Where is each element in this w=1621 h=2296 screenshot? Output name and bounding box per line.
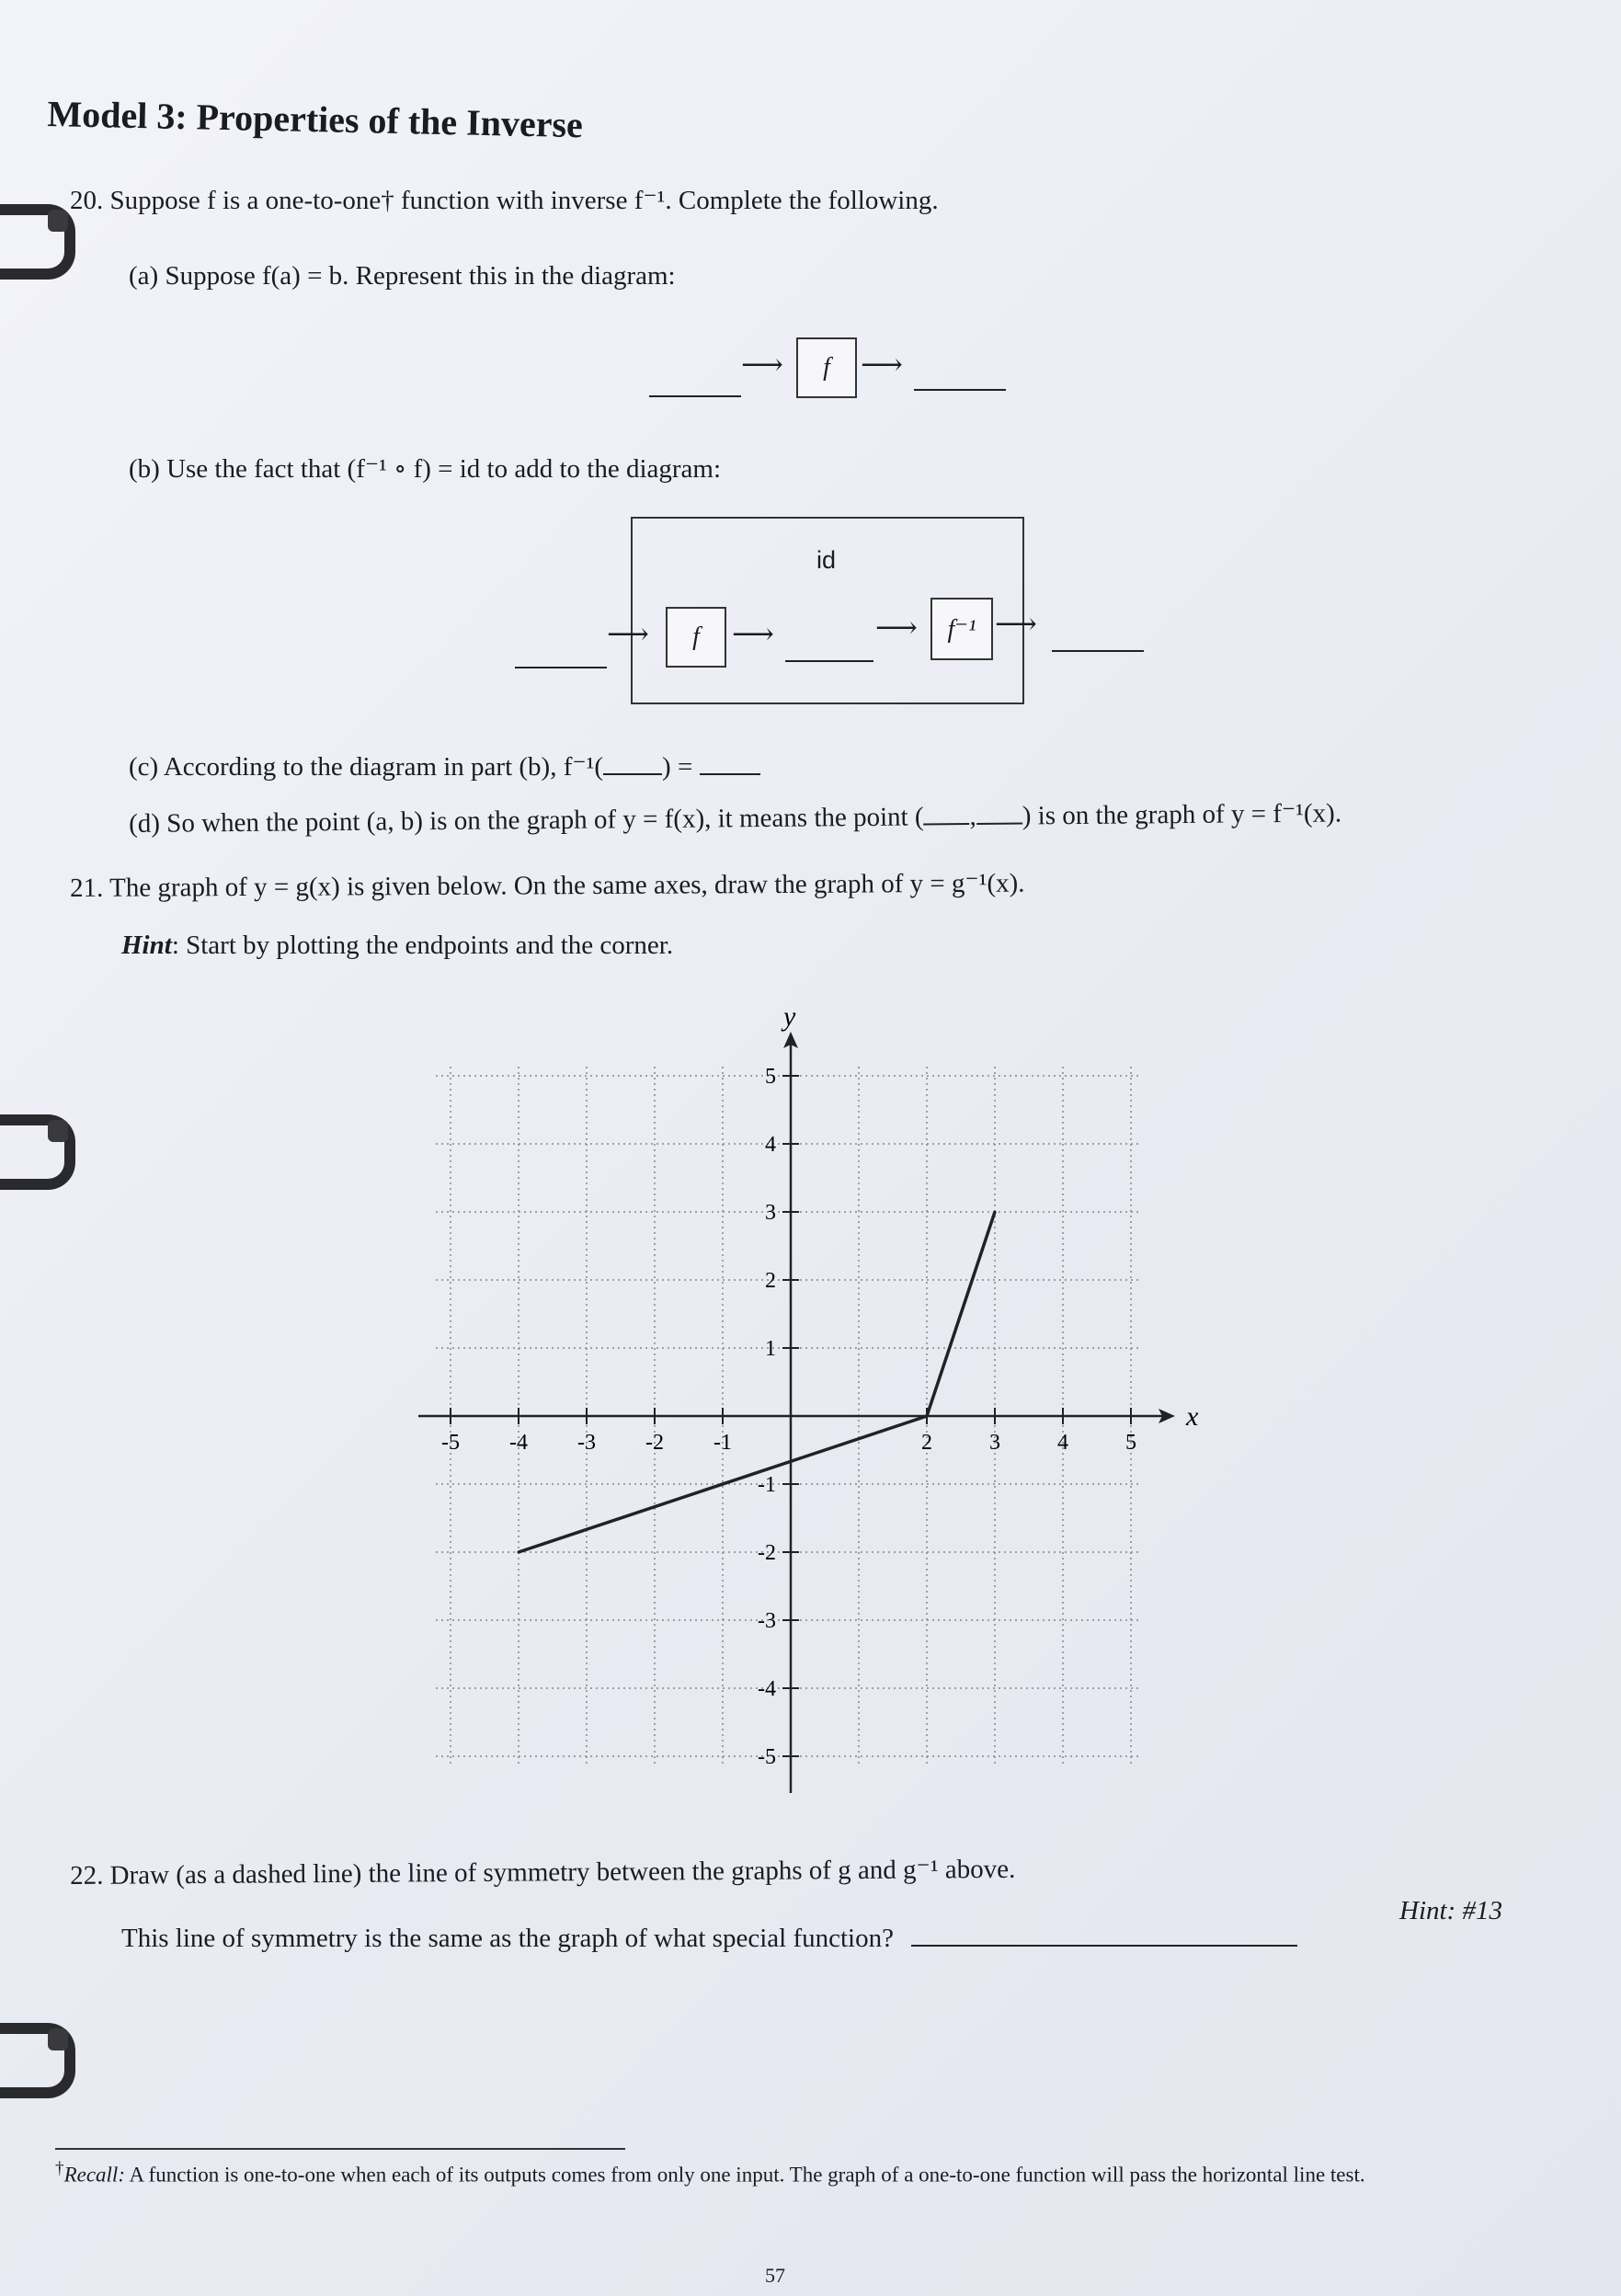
q20-number: 20.	[70, 186, 104, 215]
y-tick-label: -1	[758, 1473, 776, 1497]
q20a	[129, 259, 676, 292]
y-tick-label: 1	[765, 1337, 776, 1361]
f-inverse-box: f⁻¹	[930, 598, 993, 660]
graph-of-g[interactable]	[405, 984, 1199, 1830]
series-line-g	[519, 1212, 995, 1552]
q22	[70, 1851, 1265, 1892]
y-tick-label: -4	[758, 1677, 776, 1701]
q21-text: The graph of y = g(x) is given below. On the same axes, draw the graph of y = g⁻¹(x).	[108, 868, 1025, 903]
f-box: f	[796, 337, 857, 398]
x-tick-label: -5	[441, 1431, 460, 1455]
q20	[70, 184, 1081, 217]
q20c	[129, 750, 760, 783]
arrow-right-icon: ⟶	[741, 348, 783, 381]
page-number: 57	[765, 2264, 785, 2287]
q20c-blank-1[interactable]	[603, 773, 662, 775]
y-tick-label: 3	[765, 1201, 776, 1225]
x-tick-label: -1	[713, 1431, 732, 1455]
q21	[70, 865, 1357, 906]
q21-hint-label: Hint	[121, 931, 172, 960]
q20d	[129, 794, 1600, 840]
q20d-blank-1[interactable]	[924, 823, 970, 825]
q22-number: 22.	[70, 1860, 104, 1890]
x-tick-label: -3	[577, 1431, 596, 1455]
q20c-text-start: According to the diagram in part (b), f⁻¹(	[163, 752, 604, 782]
q20-text: Suppose f is a one-to-one† function with inverse f⁻¹. Complete the following.	[109, 186, 939, 215]
x-tick-label: -4	[509, 1431, 528, 1455]
q22-hint: Hint: #13	[1399, 1896, 1502, 1925]
series-point	[518, 1551, 520, 1554]
diagram-b-middle-blank[interactable]	[785, 660, 873, 662]
x-tick-label: 2	[921, 1431, 932, 1455]
q22-text: Draw (as a dashed line) the line of symmetry between the graphs of g and g⁻¹ above.	[109, 1854, 1016, 1890]
q22-text2: This line of symmetry is the same as the graph of what special function?	[121, 1924, 894, 1953]
q20b-label: (b)	[129, 454, 160, 484]
binder-ring-middle	[0, 1114, 75, 1190]
diagram-a-input-blank[interactable]	[649, 395, 741, 397]
q21-hint-text: : Start by plotting the endpoints and the corner.	[171, 931, 674, 960]
x-tick-label: -2	[645, 1431, 664, 1455]
q20d-blank-2[interactable]	[976, 823, 1022, 825]
y-tick-label: 2	[765, 1269, 776, 1293]
arrow-right-icon: ⟶	[861, 348, 903, 381]
model-title: Model 3: Properties of the Inverse	[47, 92, 584, 146]
q20d-label: (d)	[129, 808, 161, 839]
y-tick-label: -5	[758, 1745, 776, 1769]
y-axis-label: y	[783, 1001, 796, 1032]
diagram-b-output-blank[interactable]	[1052, 650, 1144, 652]
x-tick-label: 3	[989, 1431, 1000, 1455]
q20b-text: Use the fact that (f⁻¹ ∘ f) = id to add to the diagram:	[166, 454, 722, 484]
q21-number: 21.	[70, 873, 104, 903]
x-tick-label: 5	[1125, 1431, 1136, 1455]
arrow-right-icon: ⟶	[995, 607, 1037, 640]
q20a-label: (a)	[129, 261, 159, 291]
arrow-right-icon: ⟶	[875, 611, 918, 644]
q20c-text-end: ) =	[662, 752, 693, 782]
q22-line2	[121, 1922, 1297, 1955]
diagram-a-output-blank[interactable]	[914, 389, 1006, 391]
x-tick-label: 4	[1057, 1431, 1068, 1455]
q21-hint	[121, 929, 673, 962]
y-tick-label: -2	[758, 1541, 776, 1565]
footnote-rule	[55, 2148, 625, 2150]
binder-ring-bottom	[0, 2023, 75, 2098]
q20c-blank-2[interactable]	[700, 773, 760, 775]
y-tick-label: -3	[758, 1609, 776, 1633]
series-point	[994, 1211, 997, 1214]
y-tick-label: 4	[765, 1133, 776, 1157]
arrow-right-icon: ⟶	[732, 617, 774, 650]
footnote	[55, 2155, 1545, 2191]
q20d-text-start: So when the point (a, b) is on the graph of y = f(x), it means the point (	[166, 802, 924, 839]
q20a-text: Suppose f(a) = b. Represent this in the diagram:	[165, 261, 676, 291]
series-point	[926, 1415, 929, 1418]
f-box: f	[666, 607, 726, 668]
q20c-label: (c)	[129, 752, 159, 782]
y-tick-label: 5	[765, 1065, 776, 1089]
id-label: id	[816, 546, 837, 574]
diagram-b-input-blank[interactable]	[515, 667, 607, 668]
q20d-comma: ,	[969, 801, 976, 832]
q20d-text-end: ) is on the graph of y = f⁻¹(x).	[1022, 798, 1342, 831]
dagger-mark: †	[55, 2159, 64, 2178]
footnote-text: A function is one-to-one when each of its outputs comes from only one input. The graph of a one-to-one function will pass the horizontal line test.	[124, 2163, 1365, 2187]
footnote-recall: Recall:	[63, 2163, 125, 2187]
arrow-right-icon: ⟶	[607, 617, 649, 650]
q20b	[129, 452, 721, 485]
q22-answer-blank[interactable]	[911, 1945, 1297, 1947]
binder-ring-top	[0, 204, 75, 280]
x-axis-label: x	[1186, 1401, 1199, 1432]
